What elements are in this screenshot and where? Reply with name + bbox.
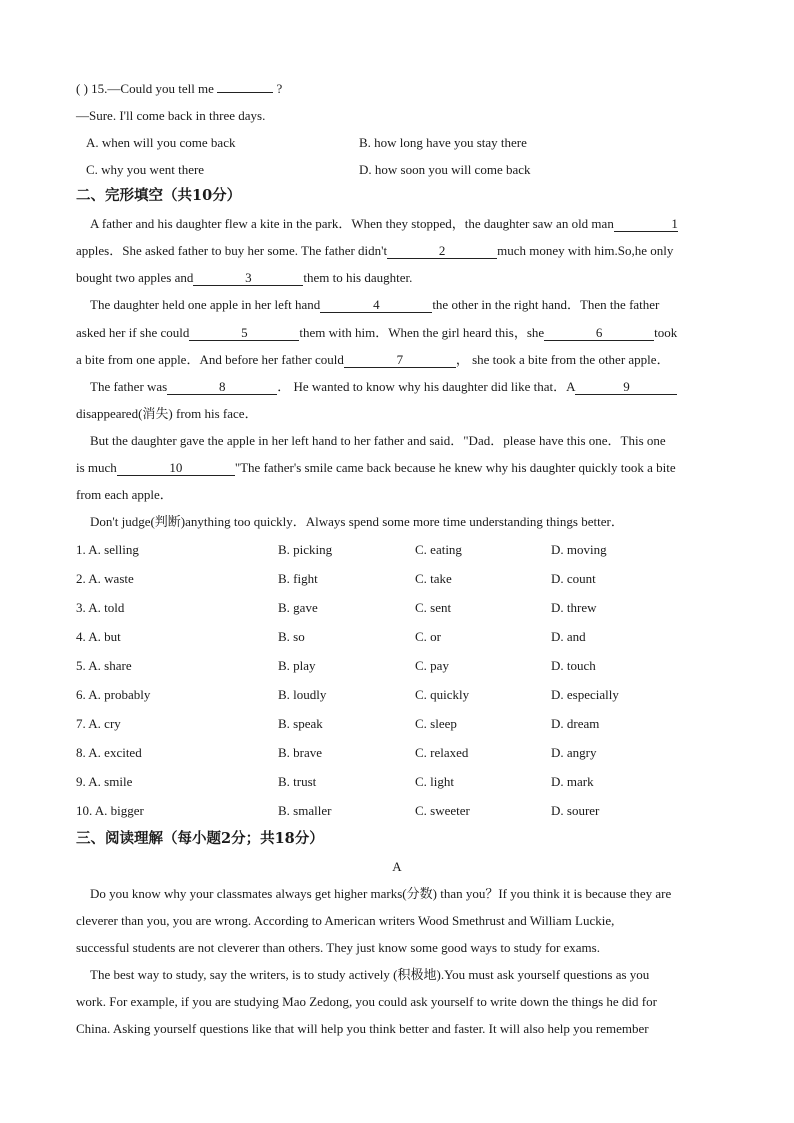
passage-label: A [392, 859, 402, 874]
section3-heading: 三、阅读理解（每小题2分；共18分） [76, 830, 324, 847]
option-1-b: B. picking [278, 542, 333, 557]
option-4-d: D. and [551, 629, 586, 644]
option-3-a: 3. A. told [76, 600, 125, 615]
cloze-text: apples．She asked father to buy her some. The father didn't [76, 243, 388, 258]
cloze-blank-8: 8 [167, 380, 277, 395]
cloze-p5: Don't judge(判断)anything too quickly．Always spend some more time understanding things better． [90, 514, 624, 529]
option-9-a: 9. A. smile [76, 774, 133, 789]
option-7-c: C. sleep [415, 716, 457, 731]
cloze-text: is much [76, 460, 117, 475]
reading-p2-line2: work. For example, if you are studying Mao Zedong, you could ask yourself to write down the things he did for [76, 994, 657, 1009]
option-6-d: D. especially [551, 687, 619, 702]
option-8-a: 8. A. excited [76, 745, 142, 760]
cloze-text: The father was [90, 379, 168, 394]
option-6-a: 6. A. probably [76, 687, 151, 702]
cloze-text: bought two apples and [76, 270, 194, 285]
cloze-text: much money with him.So,he only [497, 243, 674, 258]
option-9-d: D. mark [551, 774, 594, 789]
option-7-a: 7. A. cry [76, 716, 121, 731]
cloze-text: A father and his daughter flew a kite in the park．When they stopped，the daughter saw an old man [90, 216, 614, 231]
option-5-c: C. pay [415, 658, 449, 673]
option-10-c: C. sweeter [415, 803, 470, 818]
option-7-d: D. dream [551, 716, 600, 731]
cloze-text: The daughter held one apple in her left hand [90, 297, 321, 312]
option-5-a: 5. A. share [76, 658, 132, 673]
answer-paren: ( ) [76, 81, 88, 96]
option-2-a: 2. A. waste [76, 571, 134, 586]
cloze-blank-3: 3 [193, 271, 303, 286]
option-9-b: B. trust [278, 774, 317, 789]
reading-p1-line1: Do you know why your classmates always get higher marks(分数) than you？If you think it is because they are [90, 886, 672, 901]
reading-p1-line3: successful students are not cleverer than others. They just know some good ways to study for exams. [76, 940, 600, 955]
option-4-a: 4. A. but [76, 629, 121, 644]
reading-p2-line1: The best way to study, say the writers, is to study actively (积极地).You must ask yourself questions as you [90, 967, 650, 982]
cloze-p4-line1: But the daughter gave the apple in her left hand to her father and said．"Dad．please have this one．This one [90, 433, 666, 448]
reading-p2-line3: China. Asking yourself questions like that will help you think better and faster. It will also help you remember [76, 1021, 649, 1036]
option-3-c: C. sent [415, 600, 452, 615]
cloze-blank-10: 10 [117, 461, 235, 476]
cloze-p1-line3 [76, 269, 412, 287]
q15-qmark: ? [276, 81, 283, 96]
cloze-blank-7: 7 [344, 353, 456, 368]
option-6-b: B. loudly [278, 687, 327, 702]
q15-option-b: B. how long have you stay there [359, 135, 527, 150]
option-2-c: C. take [415, 571, 452, 586]
cloze-text: the other in the right hand．Then the father [432, 297, 660, 312]
cloze-blank-4: 4 [320, 298, 432, 313]
section2-heading: 二、完形填空（共10分） [76, 187, 242, 204]
option-5-d: D. touch [551, 658, 596, 673]
cloze-blank-2: 2 [387, 244, 497, 259]
cloze-text: ． He wanted to know why his daughter did like that．A [277, 379, 576, 394]
cloze-text: a bite from one apple．And before her father could [76, 352, 344, 367]
option-8-c: C. relaxed [415, 745, 469, 760]
option-4-c: C. or [415, 629, 441, 644]
cloze-p3-line2: disappeared(消失) from his face． [76, 406, 258, 421]
cloze-p4-line3: from each apple． [76, 487, 173, 502]
option-10-d: D. sourer [551, 803, 600, 818]
cloze-p3-line1 [90, 378, 677, 396]
option-10-b: B. smaller [278, 803, 332, 818]
cloze-text: them to his daughter. [303, 270, 413, 285]
q15-stem-line [76, 80, 282, 98]
option-8-b: B. brave [278, 745, 323, 760]
option-1-c: C. eating [415, 542, 462, 557]
cloze-p2-line1 [90, 296, 659, 314]
option-3-d: D. threw [551, 600, 597, 615]
cloze-blank-9: 9 [575, 380, 677, 395]
option-7-b: B. speak [278, 716, 323, 731]
option-1-a: 1. A. selling [76, 542, 139, 557]
cloze-p1-line1 [90, 215, 678, 233]
option-8-d: D. angry [551, 745, 597, 760]
cloze-text: asked her if she could [76, 325, 190, 340]
option-10-a: 10. A. bigger [76, 803, 144, 818]
cloze-blank-1: 1 [614, 217, 678, 232]
option-1-d: D. moving [551, 542, 607, 557]
option-3-b: B. gave [278, 600, 318, 615]
q15-stem: 15.—Could you tell me [91, 81, 214, 96]
q15-option-d: D. how soon you will come back [359, 162, 531, 177]
cloze-blank-6: 6 [544, 326, 654, 341]
q15-reply: —Sure. I'll come back in three days. [76, 108, 266, 123]
cloze-text: them with him．When the girl heard this，she [299, 325, 545, 340]
cloze-blank-5: 5 [189, 326, 299, 341]
reading-p1-line2: cleverer than you, you are wrong. According to American writers Wood Smethrust and William Luckie, [76, 913, 615, 928]
cloze-text: "The father's smile came back because he knew why his daughter quickly took a bite [234, 460, 676, 475]
cloze-p4-line2 [76, 459, 676, 477]
cloze-p2-line2 [76, 324, 677, 342]
option-2-b: B. fight [278, 571, 318, 586]
cloze-text: took [654, 325, 678, 340]
option-2-d: D. count [551, 571, 596, 586]
option-9-c: C. light [415, 774, 455, 789]
cloze-text: ， she took a bite from the other apple． [455, 352, 670, 367]
q15-blank [217, 92, 273, 93]
q15-option-c: C. why you went there [86, 162, 205, 177]
cloze-p2-line3 [76, 351, 670, 369]
option-6-c: C. quickly [415, 687, 470, 702]
cloze-p1-line2 [76, 242, 673, 260]
option-5-b: B. play [278, 658, 316, 673]
q15-option-a: A. when will you come back [86, 135, 236, 150]
option-4-b: B. so [278, 629, 305, 644]
